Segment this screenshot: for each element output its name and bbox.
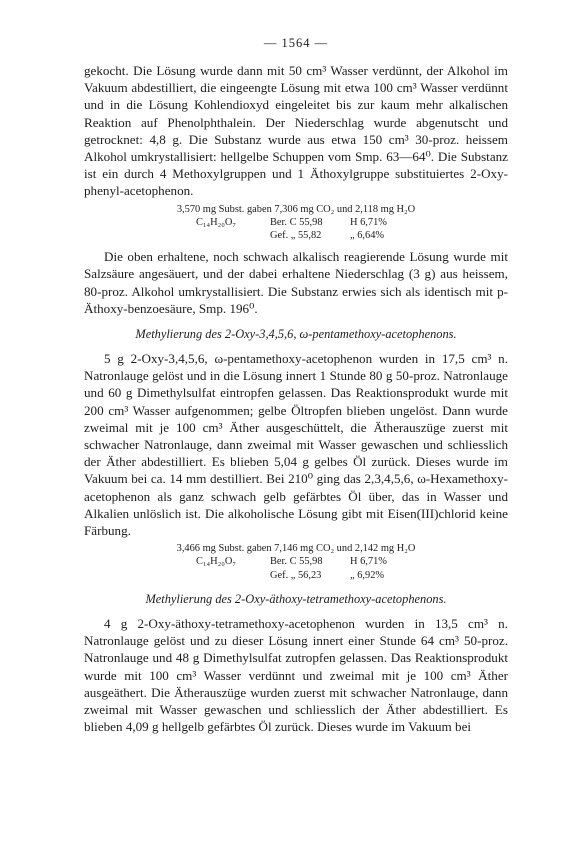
analysis-2-sample: 3,466 mg Subst. gaben 7,146 mg CO₂ und 2,142 mg H₂O — [176, 543, 416, 555]
analysis-2-ber-h: H 6,71% — [350, 556, 387, 568]
paragraph-3: 5 g 2-Oxy-3,4,5,6, ω-pentamethoxy-acetophenon wurden in 17,5 cm³ n. Natronlauge gelöst und in die Lösung innert 1 Stunde 80 g 50-proz. Natronlauge und 60 g Dimethylsulfat eintropfen gelassen. Das Reaktionsprodukt wurde mit 200 cm³ Wasser aufgenommen; gelbe Öltropfen blieben ungelöst. Dann wurde zweimal mit je 100 cm³ Äther ausgeschüttelt, die Ätherauszüge zuerst mit schwacher Natronlauge, dann zweimal mit Wasser gewaschen und schliesslich der Äther abdestilliert. Es blieben 5,04 g gelbes Öl zurück. Dieses wurde im Vakuum bei ca. 14 mm destilliert. Bei 210⁰ ging das 2,3,4,5,6, ω-Hexamethoxy-acetophenon als ganz schwach gelb gefärbtes Öl über, das in Wasser und Alkalien unlöslich ist. Die alkoholische Lösung gibt mit Eisen(III)chlorid keine Färbung. — [84, 351, 508, 539]
section-heading-2: Methylierung des 2-Oxy-äthoxy-tetramethoxy-acetophenons. — [145, 591, 447, 606]
analysis-2-gef-h: „ 6,92% — [350, 569, 385, 581]
elemental-analysis-1 — [84, 203, 508, 243]
paragraph-2: Die oben erhaltene, noch schwach alkalisch reagierende Lösung wurde mit Salzsäure angesäuert, und der dabei erhaltene Niederschlag (3 g) aus heissem, 80-proz. Alkohol umkrystallisiert. Die Substanz erwies sich als identisch mit p-Äthoxy-benzoesäure, Smp. 196⁰. — [84, 249, 508, 316]
paragraph-4: 4 g 2-Oxy-äthoxy-tetramethoxy-acetophenon wurden in 13,5 cm³ n. Natronlauge gelöst und zu dieser Lösung innert einer Stunde 64 cm³ 50-proz. Natronlauge und 48 g Dimethylsulfat zutropfen gelassen. Das Reaktionsprodukt wurde mit 100 cm³ Wasser verdünnt und zweimal mit je 100 cm³ Äther ausgeäthert. Die Ätherauszüge wurden zuerst mit schwacher Natronlauge, dann zweimal mit Wasser gewaschen und schliesslich der Äther abdestilliert. Es blieben 4,09 g hellgelb gefärbtes Öl zurück. Dieses wurde im Vakuum bei — [84, 615, 508, 735]
analysis-2-ber-c: Ber. C 55,98 — [270, 556, 323, 568]
elemental-analysis-2 — [84, 542, 508, 582]
section-heading-1: Methylierung des 2-Oxy-3,4,5,6, ω-pentamethoxy-acetophenons. — [135, 327, 457, 342]
analysis-2-gef-c: Gef. „ 56,23 — [270, 569, 322, 581]
paragraph-1: gekocht. Die Lösung wurde dann mit 50 cm³ Wasser verdünnt, der Alkohol im Vakuum abdestilliert, die eingeengte Lösung mit etwa 100 cm³ Wasser verdünnt und in die Lösung Kohlendioxyd eingeleitet bis zur kaum mehr alkalischen Reaktion auf Phenolphthalein. Der Niederschlag wurde abgenutscht und getrocknet: 4,8 g. Die Substanz wurde aus etwa 150 cm³ 30-proz. heissem Alkohol umkrystallisiert: hellgelbe Schuppen vom Smp. 63—64⁰. Die Substanz ist ein durch 4 Methoxylgruppen und 1 Äthoxylgruppe substituiertes 2-Oxy-phenyl-acetophenon. — [84, 63, 508, 199]
analysis-1-sample: 3,570 mg Subst. gaben 7,306 mg CO₂ und 2,118 mg H₂O — [176, 203, 416, 215]
document-page — [84, 34, 508, 735]
analysis-1-ber-h: H 6,71% — [350, 216, 387, 228]
page-number: — 1564 — — [263, 36, 329, 50]
analysis-2-formula: C₁₄H₂₀O₇ — [196, 556, 237, 568]
analysis-1-gef-h: „ 6,64% — [350, 230, 385, 242]
analysis-1-formula: C₁₄H₂₀O₇ — [196, 216, 237, 228]
analysis-1-gef-c: Gef. „ 55,82 — [270, 230, 322, 242]
analysis-1-ber-c: Ber. C 55,98 — [270, 216, 323, 228]
